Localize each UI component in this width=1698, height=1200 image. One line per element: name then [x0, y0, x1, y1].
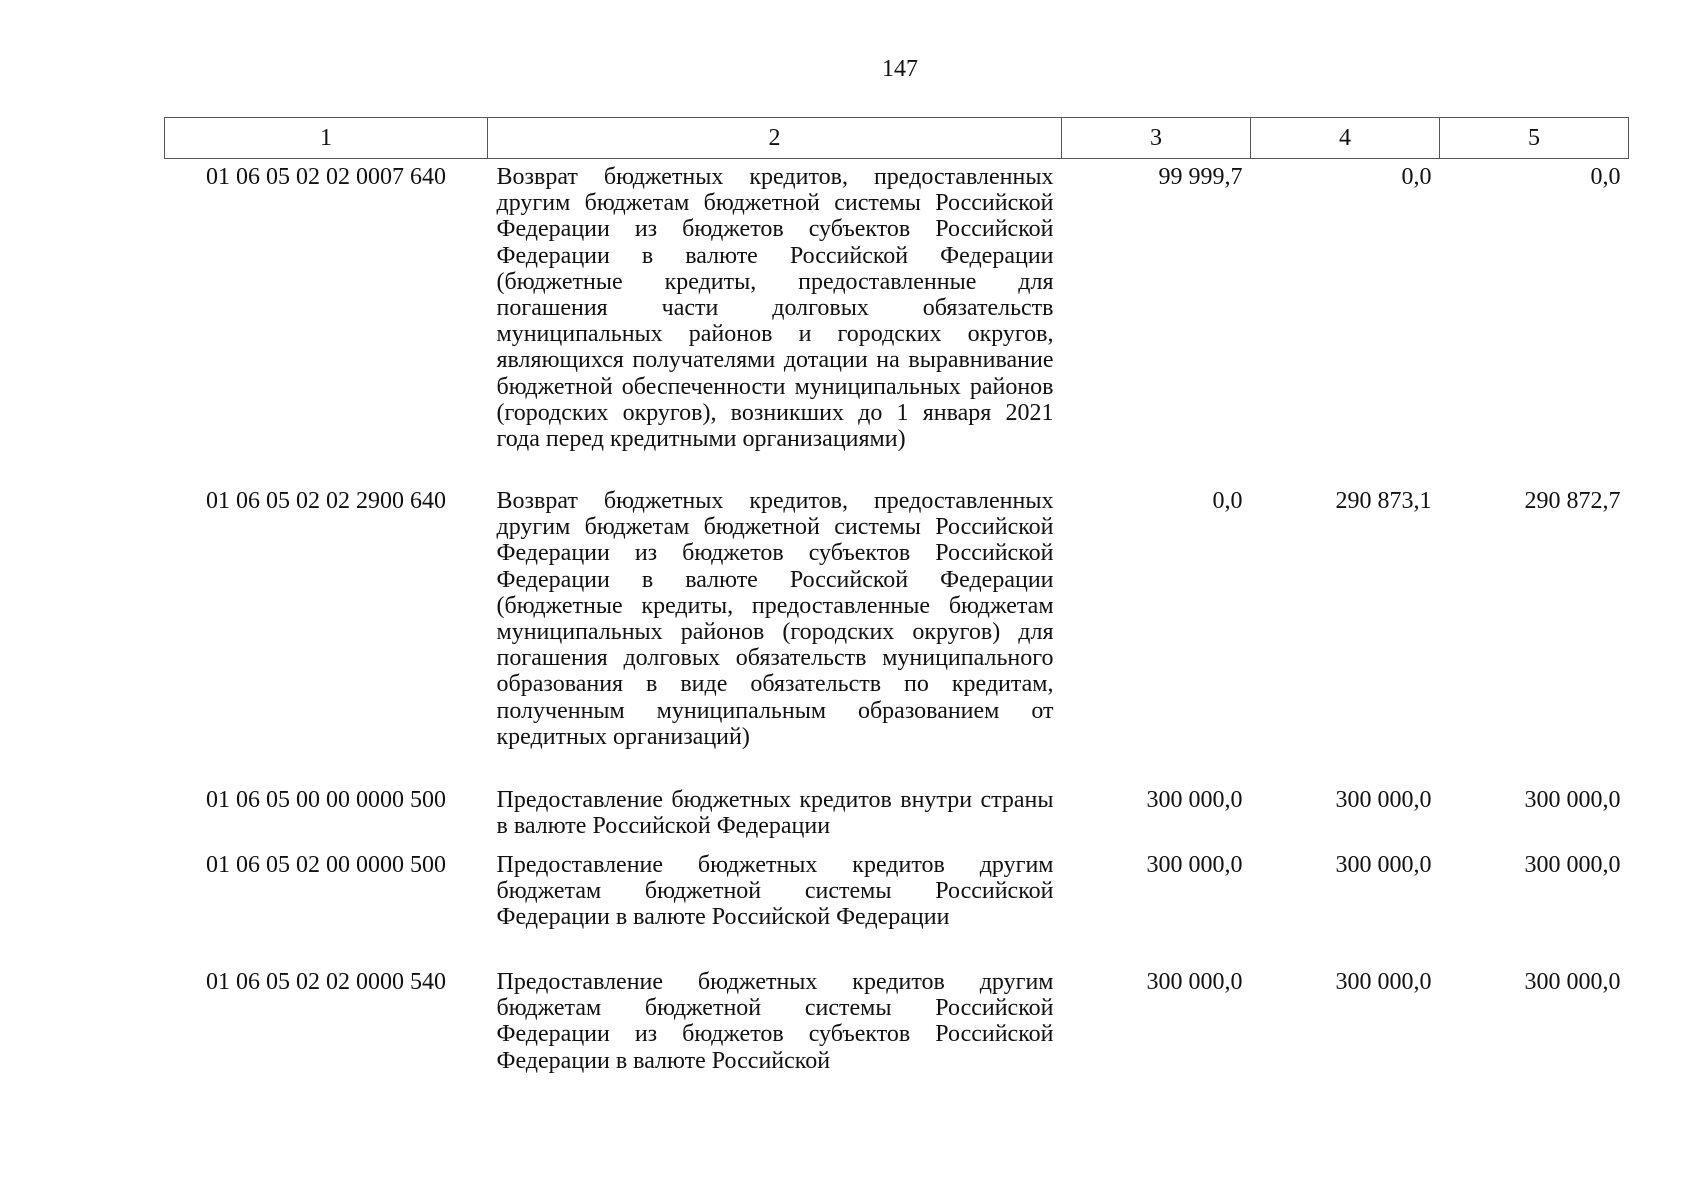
row-value-col4: 300 000,0 [1335, 969, 1432, 995]
row-description: Возврат бюджетных кредитов, предоставленных другим бюджетам бюджетной системы Российской Федерации из бюджетов субъектов Российской Федерации в валюте Российской Федерации (бюджетные кредиты, предоставленные для погашения части долговых обязательств муниципальных районов и городских округов, являющихся получателями дотации на выравнивание бюджетной обеспеченности муниципальных районов (городских округов), возникших до 1 января 2021 года перед кредитными организациями) [496, 164, 1054, 453]
row-code: 01 06 05 02 02 2900 640 [206, 488, 446, 514]
table-body [165, 159, 1629, 1080]
table-row [165, 966, 1629, 1079]
row-value-col4: 0,0 [1401, 164, 1432, 190]
row-code: 01 06 05 02 02 0000 540 [206, 969, 446, 995]
row-code: 01 06 05 02 00 0000 500 [206, 852, 446, 878]
row-value-col4: 290 873,1 [1335, 488, 1432, 514]
page-number: 147 [882, 56, 918, 82]
row-value-col3: 0,0 [1212, 488, 1243, 514]
row-value-col3: 300 000,0 [1146, 787, 1243, 813]
column-header-1: 1 [165, 118, 488, 159]
column-header-3: 3 [1062, 118, 1251, 159]
column-header-4: 4 [1251, 118, 1440, 159]
row-value-col3: 300 000,0 [1146, 852, 1243, 878]
row-value-col5: 0,0 [1590, 164, 1621, 190]
table-header [165, 118, 1629, 159]
row-value-col5: 290 872,7 [1524, 488, 1621, 514]
table-row [165, 849, 1629, 966]
row-code: 01 06 05 00 00 0000 500 [206, 787, 446, 813]
row-value-col3: 99 999,7 [1158, 164, 1243, 190]
row-description: Предоставление бюджетных кредитов внутри страны в валюте Российской Федерации [496, 787, 1054, 840]
budget-table [164, 117, 1629, 1079]
table-row [165, 159, 1629, 486]
row-description: Предоставление бюджетных кредитов другим бюджетам бюджетной системы Российской Федерации в валюте Российской Федерации [496, 852, 1054, 931]
row-value-col3: 300 000,0 [1146, 969, 1243, 995]
column-header-5: 5 [1440, 118, 1629, 159]
row-description: Возврат бюджетных кредитов, предоставленных другим бюджетам бюджетной системы Российской Федерации из бюджетов субъектов Российской Федерации в валюте Российской Федерации (бюджетные кредиты, предоставленные бюджетам муниципальных районов (городских округов) для погашения долговых обязательств муниципального образования в виде обязательств по кредитам, полученным муниципальным образованием от кредитных организаций) [496, 488, 1054, 750]
header-row [165, 118, 1629, 159]
row-value-col4: 300 000,0 [1335, 852, 1432, 878]
row-code: 01 06 05 02 02 0007 640 [206, 164, 446, 190]
row-description: Предоставление бюджетных кредитов другим бюджетам бюджетной системы Российской Федерации из бюджетов субъектов Российской Федерации в валюте Российской [496, 969, 1054, 1074]
row-value-col5: 300 000,0 [1524, 969, 1621, 995]
column-header-2: 2 [488, 118, 1062, 159]
row-value-col5: 300 000,0 [1524, 787, 1621, 813]
row-value-col4: 300 000,0 [1335, 787, 1432, 813]
table-row [165, 784, 1629, 849]
table-row [165, 485, 1629, 784]
row-value-col5: 300 000,0 [1524, 852, 1621, 878]
